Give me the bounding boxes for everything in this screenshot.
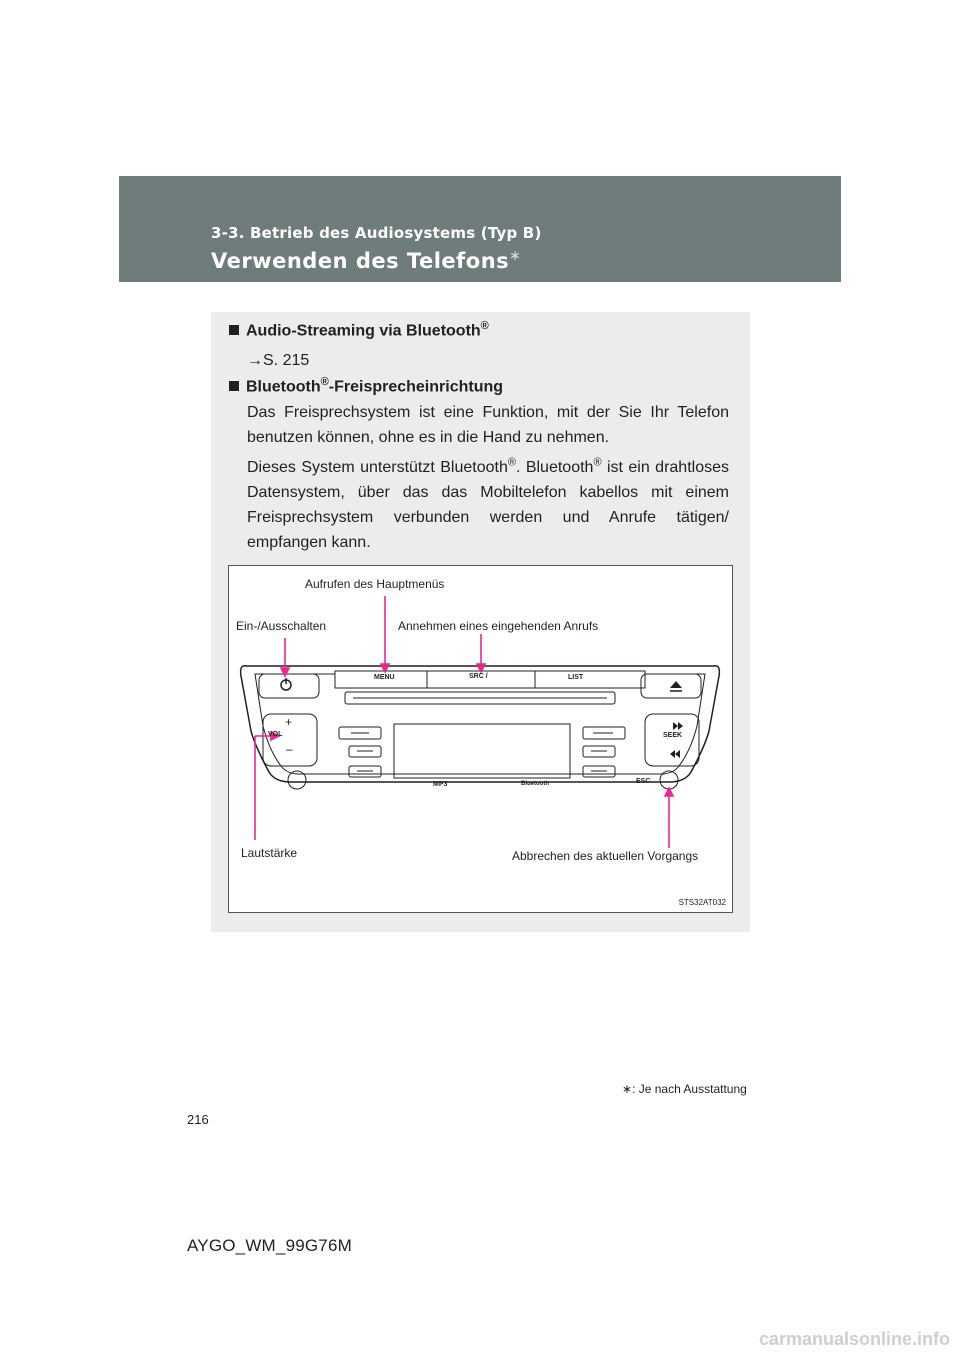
- document-id: AYGO_WM_99G76M: [187, 1236, 352, 1255]
- bluetooth-label: Bluetooth: [521, 781, 549, 787]
- footnote: ∗: Je nach Ausstattung: [622, 1082, 747, 1096]
- audio-unit-figure: [228, 565, 733, 913]
- seek-label: SEEK: [663, 732, 683, 739]
- label-volume: Lautstärke: [241, 846, 298, 860]
- label-answer-call: Annehmen eines eingehenden Anrufs: [398, 619, 599, 633]
- chapter-header: [119, 176, 841, 282]
- heading-handsfree: Bluetooth®-Freisprecheinrichtung: [229, 376, 503, 396]
- paragraph-bluetooth: Dieses System unterstützt Bluetooth®. Bluetooth® ist ein drahtloses Datensystem, über das das Mobiltelefon kabellos mit einem Freisprechsystem verbunden werden und Anrufe tätigen/ empfangen kann.: [247, 456, 729, 551]
- figure-code: STS32AT032: [678, 898, 726, 907]
- label-main-menu: Aufrufen des Hauptmenüs: [305, 577, 445, 591]
- volume-label: VOL: [268, 731, 283, 738]
- content-panel: [211, 312, 750, 932]
- section-title: 3-3. Betrieb des Audiosystems (Typ B): [211, 224, 542, 242]
- volume-up-button[interactable]: +: [285, 715, 293, 729]
- list-button[interactable]: LIST: [568, 674, 584, 681]
- bullet-square-icon: [229, 381, 239, 391]
- label-cancel: Abbrechen des aktuellen Vorgangs: [512, 849, 699, 863]
- watermark: carmanualsonline.info: [758, 1329, 950, 1349]
- label-power: Ein-/Ausschalten: [236, 619, 327, 633]
- footnote-mark: ∗: [509, 248, 522, 264]
- heading-audio-streaming: Audio-Streaming via Bluetooth®: [229, 320, 489, 340]
- mp3-usb-label: MP3: [433, 781, 448, 788]
- bullet-square-icon: [229, 325, 239, 335]
- volume-down-button[interactable]: –: [286, 742, 293, 756]
- page-reference[interactable]: →S. 215: [247, 352, 310, 369]
- page-number: 216: [187, 1112, 209, 1127]
- paragraph-handsfree: Das Freisprechsystem ist eine Funktion, mit der Sie Ihr Telefon benutzen können, ohne es in die Hand zu nehmen.: [247, 404, 729, 446]
- menu-button[interactable]: MENU: [374, 674, 395, 681]
- src-phone-button[interactable]: SRC /: [469, 673, 488, 680]
- page-title: Verwenden des Telefons∗: [211, 248, 522, 273]
- footnote-star: ∗: [622, 1082, 633, 1096]
- esc-button[interactable]: ESC: [636, 778, 651, 785]
